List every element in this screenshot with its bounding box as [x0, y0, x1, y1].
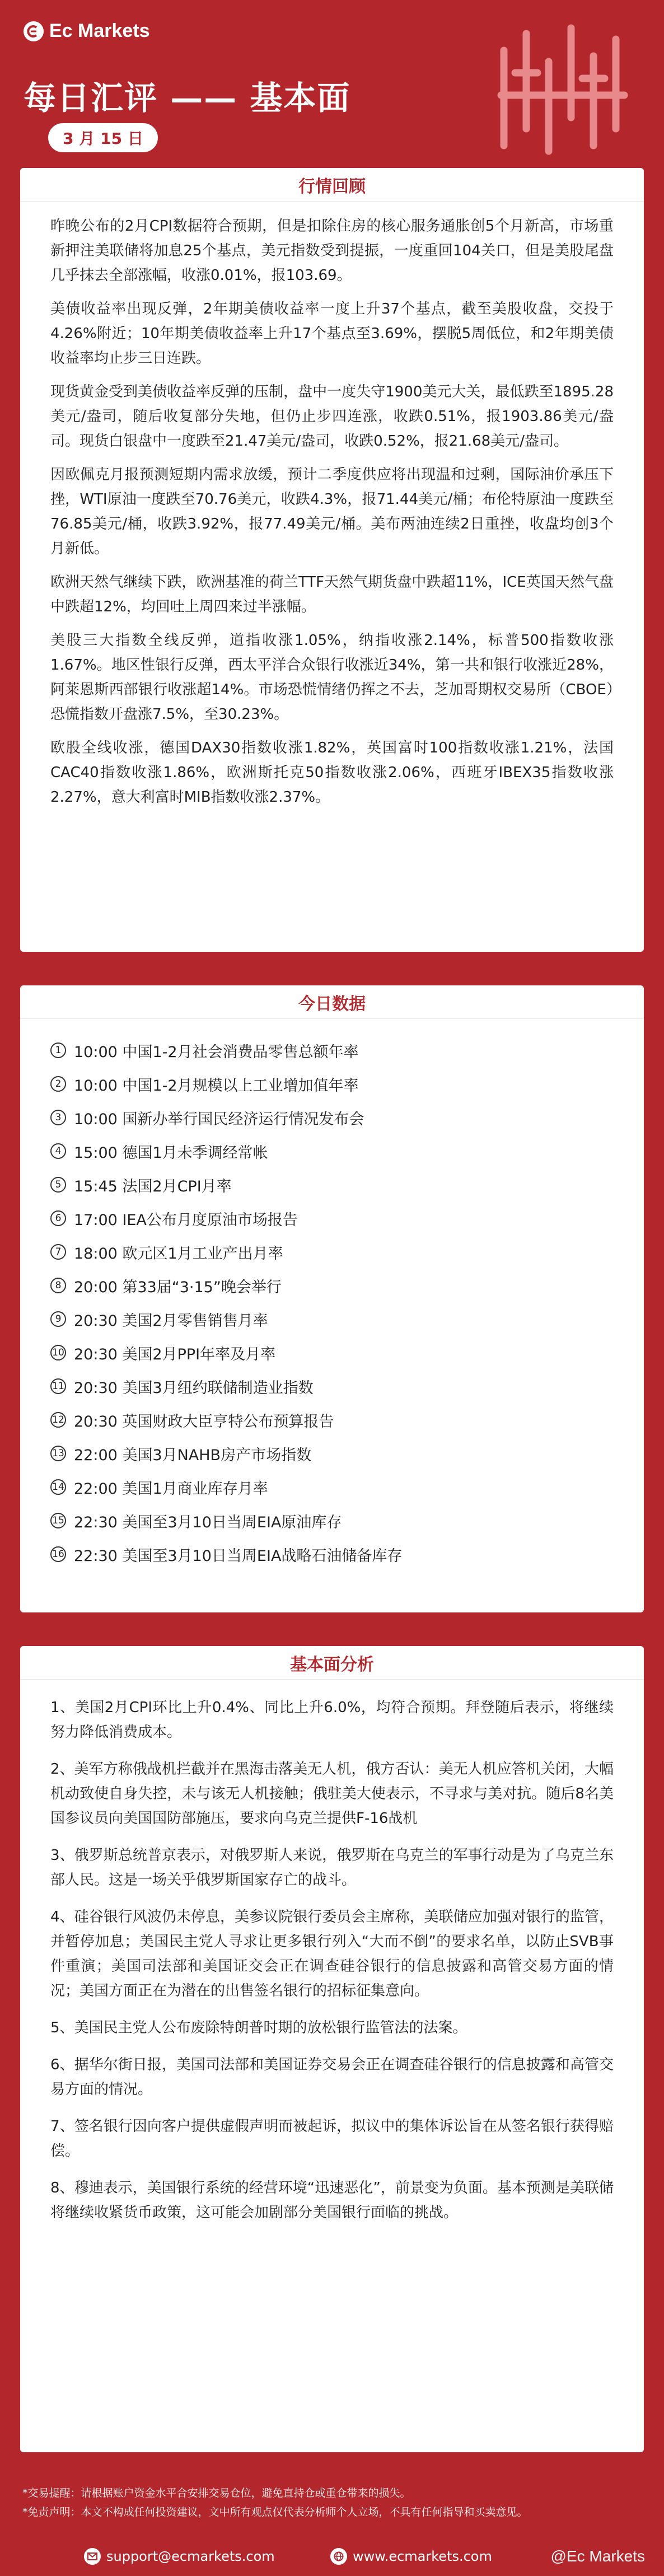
market-review-card — [20, 168, 644, 952]
analysis-item: 8、穆迪表示，美国银行系统的经营环境“迅速恶化”，前景变为负面。基本预测是美联储将继续收紧货币政策，这可能会加剧部分美国银行面临的挑战。 — [50, 2180, 614, 2221]
review-paragraph: 现货黄金受到美债收益率反弹的压制，盘中一度失守1900美元大关，最低跌至1895.28美元/盎司，随后收复部分失地，但仍止步四连涨，收跌0.51%，报1903.86美元/盎司。现货白银盘中一度跌至21.47美元/盎司，收跌0.52%，报21.68美元/盎司。 — [50, 384, 614, 450]
item-number: 15 — [50, 1513, 66, 1528]
brand-name: Ec Markets — [49, 20, 150, 41]
item-number: 14 — [50, 1479, 66, 1495]
item-number: 7 — [50, 1244, 66, 1260]
website-link[interactable]: www.ecmarkets.com — [353, 2548, 492, 2564]
analysis-item: 3、俄罗斯总统普京表示，对俄罗斯人来说，俄罗斯在乌克兰的军事行动是为了乌克兰东部人民。这是一场关乎俄罗斯国家存亡的战斗。 — [50, 1847, 614, 1888]
item-text: 20:30 美国3月纽约联储制造业指数 — [74, 1379, 314, 1397]
item-number: 3 — [50, 1110, 66, 1125]
schedule-item — [50, 1067, 614, 1101]
page-title: 每日汇评 —— 基本面 — [24, 79, 351, 117]
schedule-item — [50, 1369, 614, 1403]
brand-logo — [24, 20, 150, 42]
item-number: 13 — [50, 1446, 66, 1461]
card-header — [20, 985, 644, 1019]
review-body — [20, 202, 644, 831]
today-list — [20, 1019, 644, 1583]
ec-logo-icon — [24, 21, 44, 41]
email-link[interactable]: support@ecmarkets.com — [106, 2548, 275, 2564]
schedule-item — [50, 1336, 614, 1369]
item-text: 20:00 第33届“3·15”晚会举行 — [74, 1278, 282, 1296]
item-number: 11 — [50, 1378, 66, 1394]
item-text: 10:00 中国1-2月规模以上工业增加值年率 — [74, 1077, 359, 1095]
analysis-item: 5、美国民主党人公布废除特朗普时期的放松银行监管法的法案。 — [50, 2019, 467, 2036]
card-title: 行情回顾 — [298, 176, 366, 197]
trade-reminder: *交易提醒：请根据账户资金水平合安排交易仓位，避免直持仓或重仓带来的损失。 — [22, 2487, 411, 2499]
card-title: 今日数据 — [298, 994, 366, 1014]
item-number: 6 — [50, 1210, 66, 1226]
schedule-item — [50, 1101, 614, 1134]
review-paragraph: 欧洲天然气继续下跌，欧洲基准的荷兰TTF天然气期货盘中跌超11%，ICE英国天然气盘中跌超12%，均回吐上周四来过半涨幅。 — [50, 574, 614, 615]
item-number: 9 — [50, 1311, 66, 1327]
review-paragraph: 因欧佩克月报预测短期内需求放缓，预计二季度供应将出现温和过剩，国际油价承压下挫，WTI原油一度跌至70.76美元，收跌4.3%，报71.44美元/桶；布伦特原油一度跌至76.85美元/桶，收跌3.92%，报77.49美元/桶。美布两油连续2日重挫，收盘均创3个月新低。 — [50, 466, 614, 557]
item-number: 16 — [50, 1546, 66, 1562]
review-paragraph: 昨晚公布的2月CPI数据符合预期，但是扣除住房的核心服务通胀创5个月新高，市场重新押注美联储将加息25个基点，美元指数受到提振，一度重回104关口，但是美股尾盘几乎抹去全部涨幅，收涨0.01%，报103.69。 — [50, 218, 614, 284]
analysis-body — [20, 1680, 644, 2250]
item-text: 20:30 英国财政大臣亨特公布预算报告 — [74, 1413, 334, 1430]
legal-disclaimer: *免责声明：本文不构成任何投资建议，文中所有观点仅代表分析师个人立场，不具有任何指导和买卖意见。 — [22, 2506, 528, 2518]
card-header — [20, 168, 644, 202]
card-header — [20, 1646, 644, 1680]
item-number: 2 — [50, 1076, 66, 1092]
schedule-item — [50, 1403, 614, 1437]
footer-email[interactable] — [84, 2548, 275, 2565]
item-number: 8 — [50, 1278, 66, 1293]
item-number: 5 — [50, 1177, 66, 1193]
analysis-item: 6、据华尔街日报，美国司法部和美国证券交易会正在调查硅谷银行的信息披露和高管交易方面的情况。 — [50, 2056, 614, 2098]
schedule-item — [50, 1201, 614, 1235]
item-text: 10:00 中国1-2月社会消费品零售总额年率 — [74, 1043, 359, 1061]
item-number: 10 — [50, 1345, 66, 1361]
schedule-item — [50, 1537, 614, 1571]
decorative-bars-graphic — [493, 17, 638, 162]
schedule-item — [50, 1470, 614, 1504]
analysis-item: 4、硅谷银行风波仍未停息，美参议院银行委员会主席称，美联储应加强对银行的监管，并暂停加息；美国民主党人寻求让更多银行列入“大而不倒”的要求名单，以防止SVB事件重演；美国司法部和美国证交会正在调查硅谷银行的信息披露和高管交易方面的情况；美国方面正在为潜在的出售签名银行的招标征集意向。 — [50, 1909, 614, 1999]
email-icon — [84, 2548, 101, 2565]
item-text: 15:45 法国2月CPI月率 — [74, 1177, 232, 1195]
date-badge: 3 月 15 日 — [48, 123, 158, 152]
schedule-item — [50, 1302, 614, 1336]
review-paragraph: 美股三大指数全线反弹，道指收涨1.05%，纳指收涨2.14%，标普500指数收涨1.67%。地区性银行反弹，西太平洋合众银行收涨近34%，第一共和银行收涨近28%，阿莱恩斯西部银行收涨超14%。市场恐慌情绪仍挥之不去，芝加哥期权交易所（CBOE）恐慌指数开盘涨7.5%，至30.23%。 — [50, 632, 614, 723]
item-text: 20:30 美国2月PPI年率及月率 — [74, 1345, 276, 1363]
fundamental-analysis-card — [20, 1646, 644, 2452]
schedule-item — [50, 1168, 614, 1201]
card-title: 基本面分析 — [290, 1654, 374, 1675]
item-number: 4 — [50, 1143, 66, 1159]
footer-website[interactable] — [330, 2548, 492, 2565]
schedule-item — [50, 1235, 614, 1269]
review-paragraph: 美债收益率出现反弹，2年期美债收益率一度上升37个基点，截至美股收盘，交投于4.26%附近；10年期美债收益率上升17个基点至3.69%，摆脱5周低位，和2年期美债收益率均止步三日连跌。 — [50, 301, 614, 367]
analysis-item: 7、签名银行因向客户提供虚假声明而被起诉，拟议中的集体诉讼旨在从签名银行获得赔偿。 — [50, 2118, 614, 2159]
item-text: 17:00 IEA公布月度原油市场报告 — [74, 1211, 298, 1229]
analysis-item: 1、美国2月CPI环比上升0.4%、同比上升6.0%，均符合预期。拜登随后表示，将继续努力降低消费成本。 — [50, 1699, 614, 1741]
schedule-item — [50, 1504, 614, 1537]
disclaimer — [22, 2484, 642, 2522]
item-text: 18:00 欧元区1月工业产出月率 — [74, 1245, 283, 1263]
item-text: 22:30 美国至3月10日当周EIA原油库存 — [74, 1513, 342, 1531]
footer — [0, 2536, 664, 2576]
today-data-card — [20, 985, 644, 1612]
header — [0, 0, 664, 190]
schedule-item — [50, 1134, 614, 1168]
item-text: 22:30 美国至3月10日当周EIA战略石油储备库存 — [74, 1547, 403, 1565]
review-paragraph: 欧股全线收涨，德国DAX30指数收涨1.82%，英国富时100指数收涨1.21%，法国CAC40指数收涨1.86%，欧洲斯托克50指数收涨2.06%，西班牙IBEX35指数收涨2.27%，意大利富时MIB指数收涨2.37%。 — [50, 740, 614, 806]
item-text: 22:00 美国1月商业库存月率 — [74, 1480, 268, 1498]
item-text: 15:00 德国1月未季调经常帐 — [74, 1144, 268, 1162]
item-number: 1 — [50, 1042, 66, 1058]
globe-icon — [330, 2548, 347, 2565]
footer-brand-watermark: @Ec Markets — [550, 2547, 645, 2565]
item-text: 10:00 国新办举行国民经济运行情况发布会 — [74, 1110, 364, 1128]
schedule-item — [50, 1034, 614, 1067]
schedule-item — [50, 1437, 614, 1470]
item-text: 20:30 美国2月零售销售月率 — [74, 1312, 268, 1330]
analysis-item: 2、美军方称俄战机拦截并在黑海击落美无人机，俄方否认：美无人机应答机关闭，大幅机动致使自身失控，未与该无人机接触；俄驻美大使表示，不寻求与美对抗。随后8名美国参议员向美国国防部施压，要求向乌克兰提供F-16战机 — [50, 1761, 614, 1827]
item-text: 22:00 美国3月NAHB房产市场指数 — [74, 1446, 312, 1464]
item-number: 12 — [50, 1412, 66, 1428]
schedule-item — [50, 1269, 614, 1302]
